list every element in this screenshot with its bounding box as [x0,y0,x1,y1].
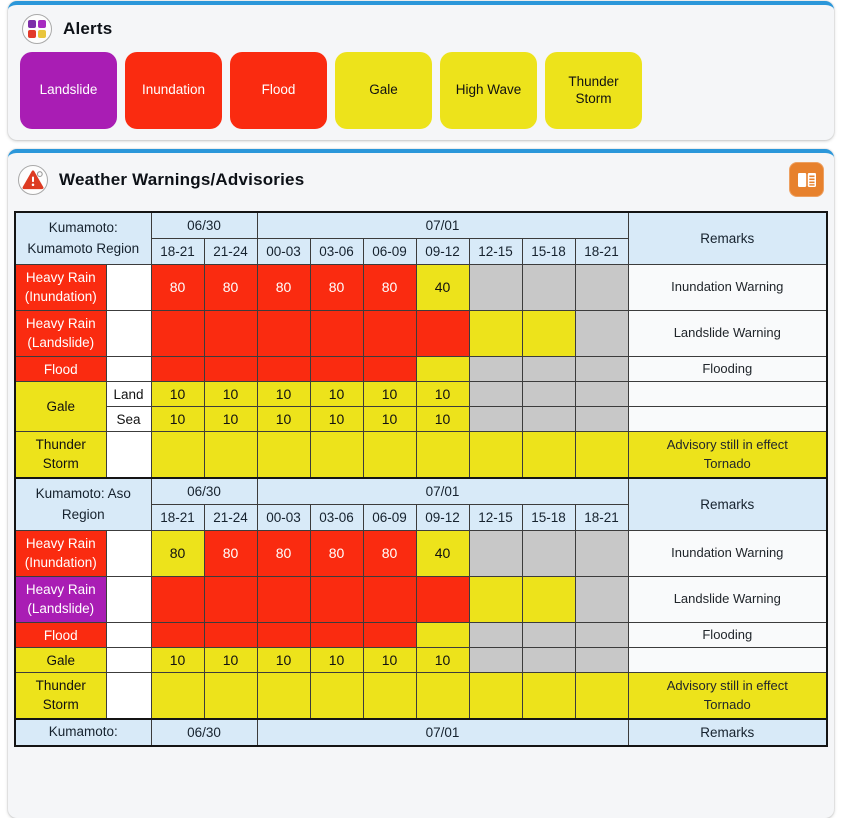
forecast-cell [151,623,204,648]
forecast-cell [469,311,522,357]
warnings-table [14,211,828,747]
forecast-cell [575,577,628,623]
remarks-header-cell: Remarks [628,212,827,265]
alert-button-gale[interactable]: Gale [335,52,432,129]
time-header-cell: 18-21 [151,505,204,531]
date-header-cell: 06/30 [151,719,257,746]
forecast-cell [575,623,628,648]
subcategory-cell [106,311,151,357]
forecast-cell [416,432,469,479]
time-header-cell: 00-03 [257,505,310,531]
remark-cell: Advisory still in effect Tornado [628,432,827,479]
forecast-cell [522,648,575,673]
forecast-cell [204,623,257,648]
forecast-cell [310,432,363,479]
time-header-cell: 15-18 [522,505,575,531]
category-label-cell: Gale [15,648,106,673]
forecast-cell [416,623,469,648]
warnings-card [8,149,834,818]
remark-cell: Flooding [628,357,827,382]
date-header-cell: 06/30 [151,212,257,239]
forecast-cell: 80 [204,265,257,311]
forecast-cell [257,673,310,720]
remarks-header-cell: Remarks [628,478,827,531]
time-header-cell: 06-09 [363,239,416,265]
forecast-cell [522,531,575,577]
category-label-cell: Heavy Rain (Landslide) [15,577,106,623]
forecast-cell [469,577,522,623]
time-header-cell: 09-12 [416,505,469,531]
alert-button-flood[interactable]: Flood [230,52,327,129]
forecast-cell: 10 [363,648,416,673]
time-header-cell: 00-03 [257,239,310,265]
report-book-button[interactable] [789,162,824,197]
forecast-cell: 10 [257,382,310,407]
forecast-cell [469,265,522,311]
remark-cell: Landslide Warning [628,577,827,623]
forecast-cell: 80 [363,265,416,311]
forecast-cell: 10 [363,382,416,407]
alerts-title: Alerts [63,19,113,38]
forecast-cell: 10 [257,407,310,432]
subcategory-cell [106,648,151,673]
alert-buttons-row [18,50,824,129]
forecast-cell [575,432,628,479]
forecast-cell: 10 [310,648,363,673]
forecast-cell [575,382,628,407]
forecast-cell: 10 [204,407,257,432]
forecast-cell [469,673,522,720]
forecast-cell [151,357,204,382]
alerts-card [8,1,834,140]
subcategory-cell [106,673,151,720]
forecast-cell: 10 [257,648,310,673]
forecast-cell: 80 [204,531,257,577]
color-grid-icon [22,14,52,44]
forecast-cell [575,265,628,311]
forecast-cell [310,673,363,720]
forecast-cell [151,577,204,623]
region-header-cell: Kumamoto: Aso Region [15,478,151,531]
forecast-cell: 10 [204,648,257,673]
category-label-cell: Heavy Rain (Inundation) [15,265,106,311]
alert-button-inundation[interactable]: Inundation [125,52,222,129]
forecast-cell [257,357,310,382]
remark-cell [628,382,827,407]
region-header-cell: Kumamoto: Kumamoto Region [15,212,151,265]
forecast-cell: 10 [363,407,416,432]
subcategory-cell [106,623,151,648]
forecast-cell [575,357,628,382]
time-header-cell: 03-06 [310,239,363,265]
forecast-cell: 40 [416,265,469,311]
subcategory-cell [106,432,151,479]
remark-cell [628,648,827,673]
time-header-cell: 18-21 [575,239,628,265]
remarks-header-cell: Remarks [628,719,827,746]
date-header-cell: 07/01 [257,478,628,505]
forecast-cell: 10 [151,648,204,673]
forecast-cell [257,311,310,357]
time-header-cell: 12-15 [469,239,522,265]
time-header-cell: 15-18 [522,239,575,265]
region-header-cell: Kumamoto: [15,719,151,746]
forecast-cell [363,357,416,382]
forecast-cell [363,577,416,623]
forecast-cell: 10 [416,648,469,673]
forecast-cell [310,577,363,623]
subcategory-cell [106,265,151,311]
alert-triangle-icon [18,165,48,195]
forecast-cell: 80 [363,531,416,577]
remark-cell: Inundation Warning [628,265,827,311]
warnings-header [14,158,828,203]
category-label-cell: Heavy Rain (Inundation) [15,531,106,577]
forecast-cell [522,432,575,479]
forecast-cell: 10 [151,382,204,407]
forecast-cell [575,673,628,720]
time-header-cell: 18-21 [575,505,628,531]
remark-cell: Advisory still in effect Tornado [628,673,827,720]
time-header-cell: 21-24 [204,239,257,265]
remark-cell: Flooding [628,623,827,648]
forecast-cell [151,432,204,479]
category-label-cell: Thunder Storm [15,673,106,720]
subcategory-cell [106,531,151,577]
forecast-cell [575,648,628,673]
forecast-cell [522,265,575,311]
forecast-cell [363,623,416,648]
subcategory-cell: Land [106,382,151,407]
category-label-cell: Flood [15,357,106,382]
open-book-icon [795,169,819,191]
category-label-cell: Thunder Storm [15,432,106,479]
forecast-cell [416,673,469,720]
time-header-cell: 12-15 [469,505,522,531]
time-header-cell: 03-06 [310,505,363,531]
forecast-cell [416,357,469,382]
forecast-cell: 10 [310,382,363,407]
forecast-cell: 80 [257,531,310,577]
forecast-cell [416,311,469,357]
forecast-cell: 10 [416,407,469,432]
forecast-cell [204,577,257,623]
alert-button-high-wave[interactable]: High Wave [440,52,537,129]
forecast-cell [151,311,204,357]
forecast-cell [522,311,575,357]
forecast-cell [363,311,416,357]
forecast-cell [522,357,575,382]
forecast-cell [204,673,257,720]
category-label-cell: Gale [15,382,106,432]
forecast-cell: 80 [310,265,363,311]
forecast-cell [257,577,310,623]
forecast-cell [575,531,628,577]
subcategory-cell [106,357,151,382]
forecast-cell [469,382,522,407]
forecast-cell: 80 [257,265,310,311]
forecast-cell [204,311,257,357]
forecast-cell: 40 [416,531,469,577]
forecast-cell [469,648,522,673]
date-header-cell: 07/01 [257,212,628,239]
forecast-cell [469,531,522,577]
forecast-cell [257,432,310,479]
forecast-cell: 80 [151,531,204,577]
forecast-cell [310,357,363,382]
forecast-cell [151,673,204,720]
time-header-cell: 09-12 [416,239,469,265]
forecast-cell [204,357,257,382]
category-label-cell: Heavy Rain (Landslide) [15,311,106,357]
forecast-cell: 80 [151,265,204,311]
time-header-cell: 18-21 [151,239,204,265]
forecast-cell [469,407,522,432]
forecast-cell: 10 [151,407,204,432]
remark-cell [628,407,827,432]
date-header-cell: 06/30 [151,478,257,505]
forecast-cell [363,432,416,479]
forecast-cell [310,623,363,648]
alert-button-landslide[interactable]: Landslide [20,52,117,129]
remark-cell: Landslide Warning [628,311,827,357]
forecast-cell: 80 [310,531,363,577]
remark-cell: Inundation Warning [628,531,827,577]
forecast-cell [469,432,522,479]
alerts-header [18,10,824,50]
forecast-cell [575,311,628,357]
forecast-cell [522,382,575,407]
date-header-cell: 07/01 [257,719,628,746]
alert-button-thunder-storm[interactable]: Thunder Storm [545,52,642,129]
forecast-cell [204,432,257,479]
forecast-cell [575,407,628,432]
forecast-cell [522,673,575,720]
forecast-cell [310,311,363,357]
category-label-cell: Flood [15,623,106,648]
forecast-cell [522,407,575,432]
forecast-cell [469,357,522,382]
forecast-cell [469,623,522,648]
forecast-cell [522,577,575,623]
time-header-cell: 21-24 [204,505,257,531]
warnings-title: Weather Warnings/Advisories [59,169,305,189]
subcategory-cell [106,577,151,623]
subcategory-cell: Sea [106,407,151,432]
forecast-cell [257,623,310,648]
time-header-cell: 06-09 [363,505,416,531]
forecast-cell [363,673,416,720]
forecast-cell [522,623,575,648]
forecast-cell: 10 [310,407,363,432]
forecast-cell [416,577,469,623]
forecast-cell: 10 [204,382,257,407]
forecast-cell: 10 [416,382,469,407]
